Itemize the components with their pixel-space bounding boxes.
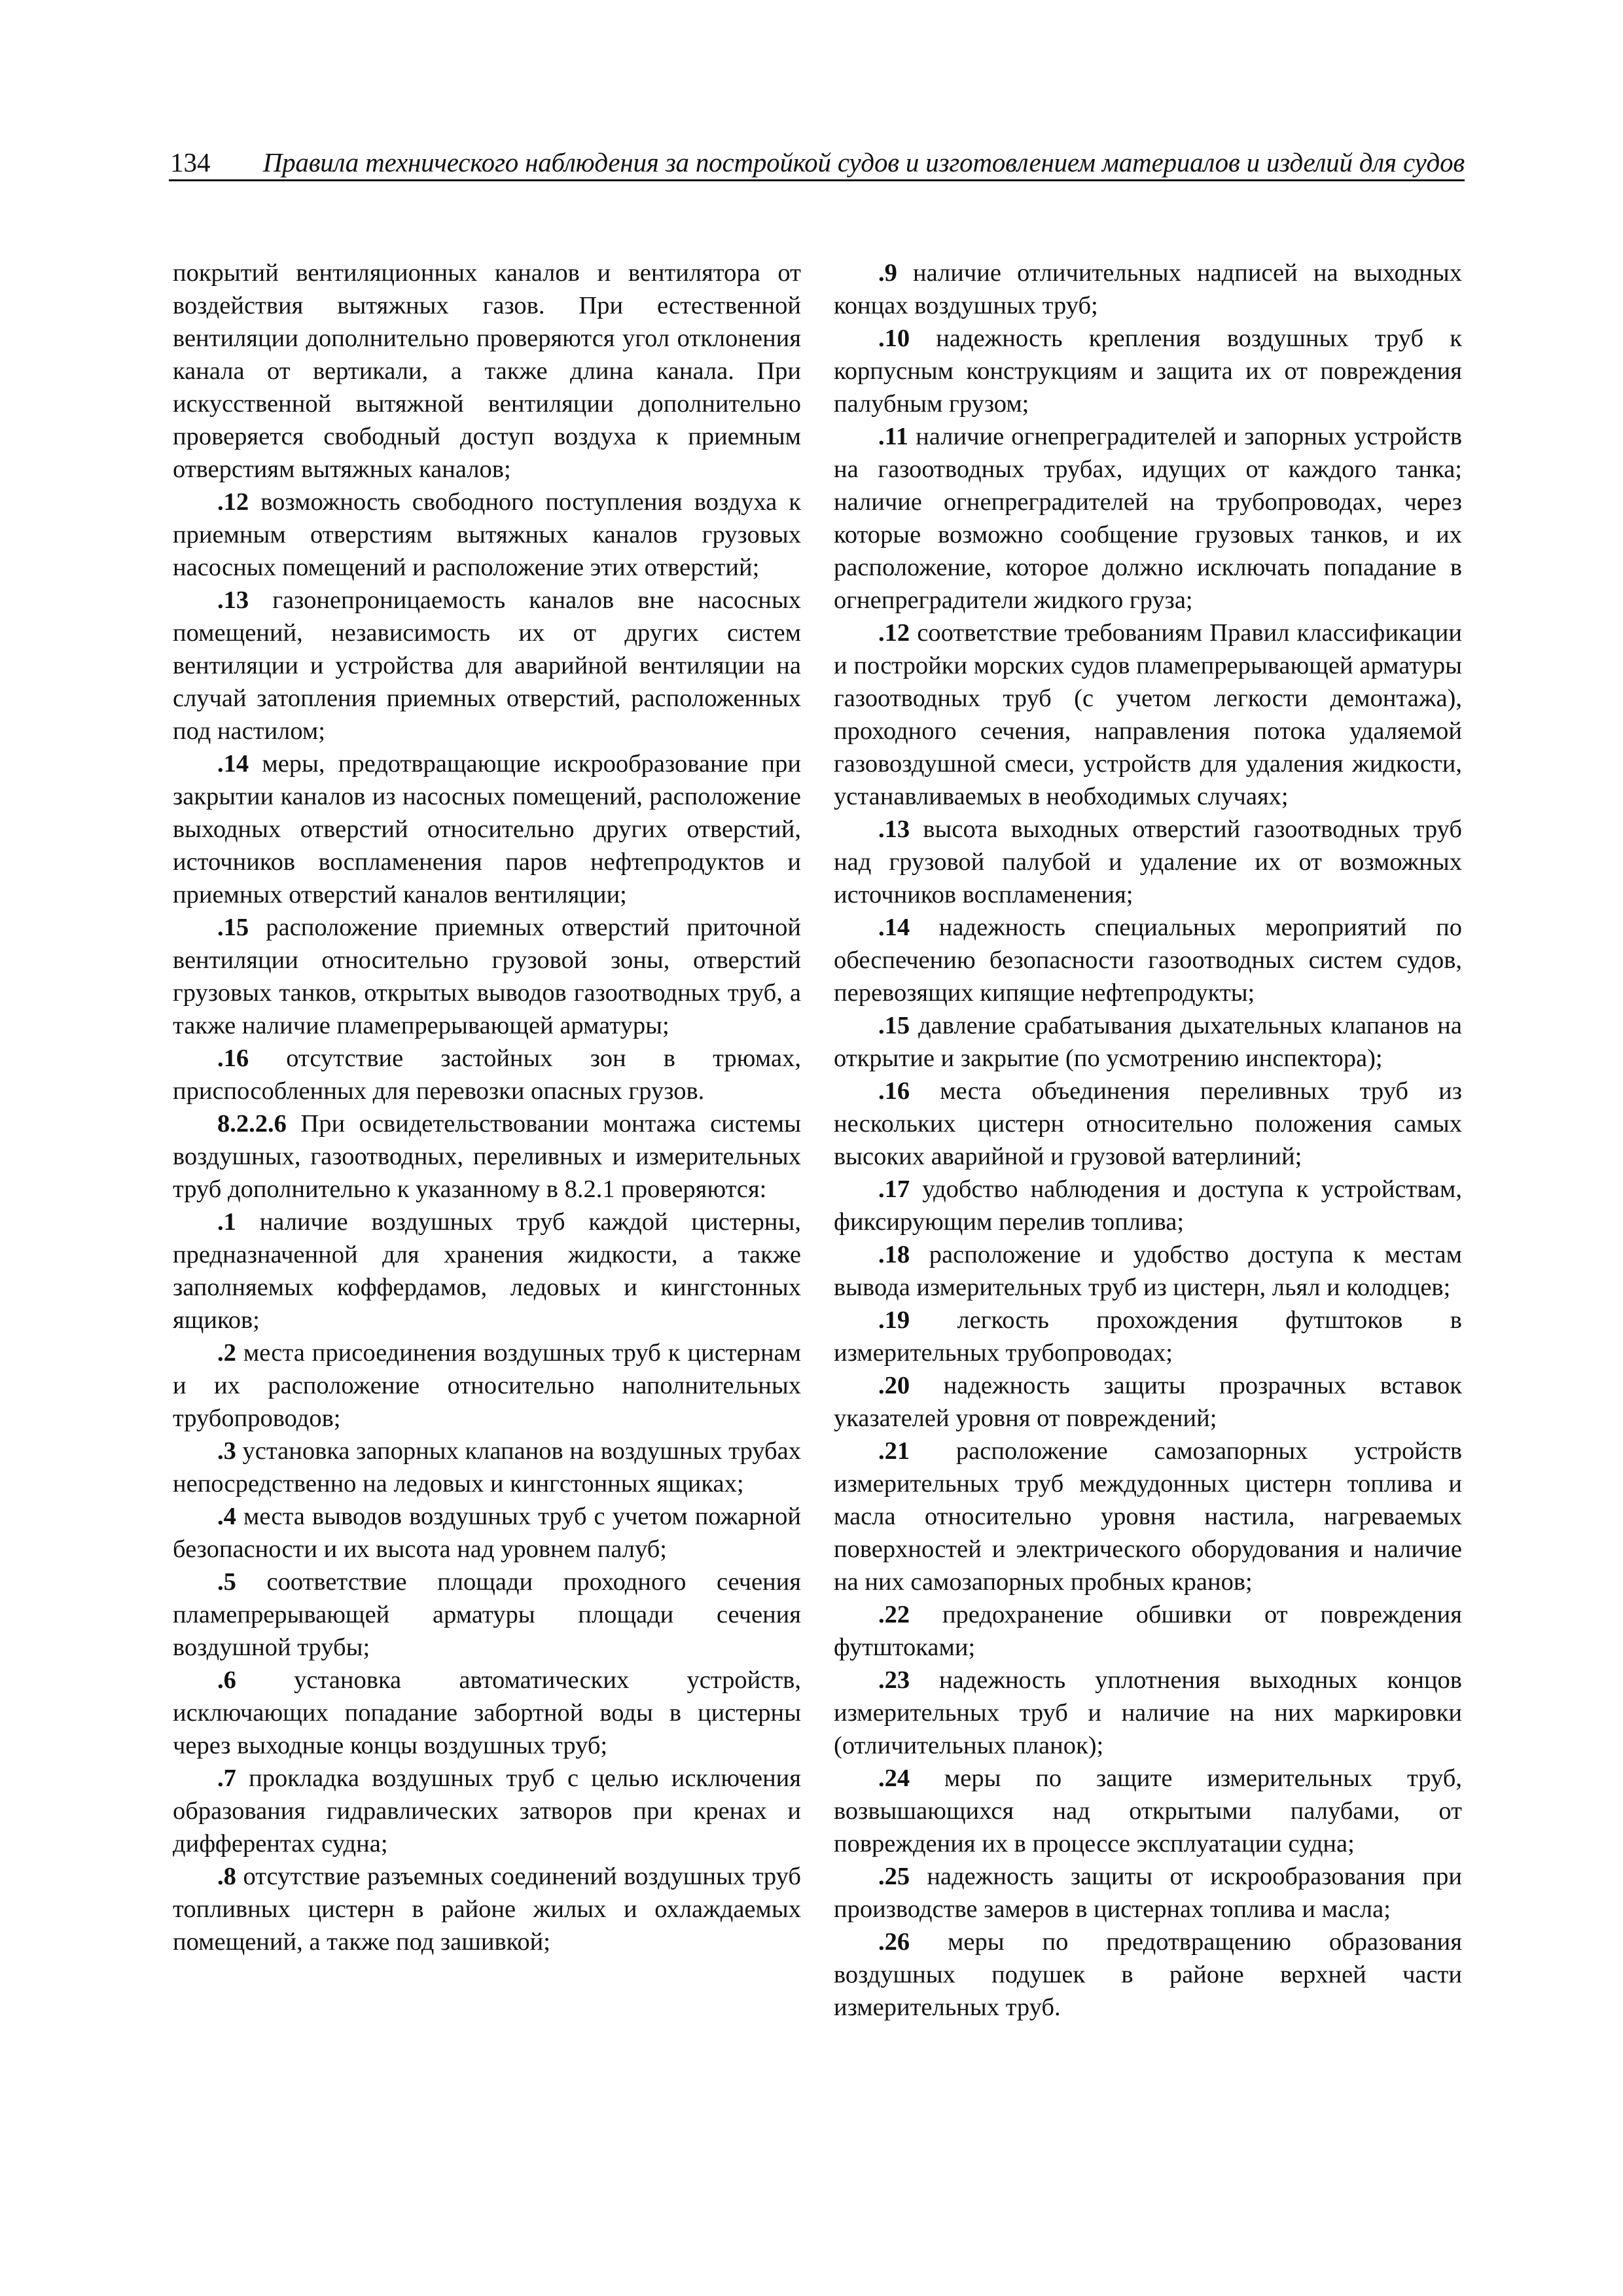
- item-number: .14: [217, 750, 249, 778]
- list-item: [834, 1304, 1462, 1369]
- list-item: [173, 1206, 801, 1336]
- item-number: .7: [217, 1765, 236, 1792]
- list-item: [834, 1664, 1462, 1762]
- item-text: наличие огнепреградителей и запорных устройств на газоотводных трубах, идущих от каждого танка; наличие огнепреградителей на трубопроводах, через которые возможно сообщение грузовых танков, и их расположение, которое должно исключать попадание в огнепреградители жидкого груза;: [834, 423, 1462, 614]
- item-text: места присоединения воздушных труб к цистернам и их расположение относительно наполнительных трубопроводов;: [173, 1339, 801, 1432]
- page-number: 134: [170, 147, 211, 177]
- right-column: [834, 257, 1462, 2024]
- item-text: расположение приемных отверстий приточной вентиляции относительно грузовой зоны, отверстий грузовых танков, открытых выводов газоотводных труб, а также наличие пламепрерывающей арматуры;: [173, 914, 801, 1039]
- item-text: наличие воздушных труб каждой цистерны, предназначенной для хранения жидкости, а также заполняемых коффердамов, ледовых и кингстонных ящиков;: [173, 1208, 801, 1334]
- item-text: газонепроницаемость каналов вне насосных помещений, независимость их от других систем вентиляции и устройства для аварийной вентиляции на случай затопления приемных отверстий, расположенных под настилом;: [173, 586, 801, 745]
- item-text: меры, предотвращающие искрообразование при закрытии каналов из насосных помещений, расположение выходных отверстий относительно других отверстий, источников воспламенения паров нефтепродуктов и приемных отверстий каналов вентиляции;: [173, 750, 801, 908]
- item-text: меры по предотвращению образования воздушных подушек в районе верхней части измерительных труб.: [834, 1928, 1462, 2021]
- list-item: [834, 322, 1462, 420]
- list-item: [173, 1336, 801, 1435]
- list-item: [834, 1926, 1462, 2024]
- item-text: меры по защите измерительных труб, возвышающихся над открытыми палубами, от повреждения их в процессе эксплуатации судна;: [834, 1765, 1462, 1857]
- list-item: [834, 1238, 1462, 1304]
- item-number: .23: [878, 1666, 910, 1694]
- item-number: .15: [217, 914, 249, 941]
- section-number: 8.2.2.6: [217, 1110, 287, 1138]
- item-number: .11: [878, 423, 909, 450]
- item-number: .24: [878, 1765, 910, 1792]
- list-item: [834, 1009, 1462, 1075]
- list-item: [173, 1566, 801, 1664]
- item-text: наличие отличительных надписей на выходных концах воздушных труб;: [834, 259, 1462, 319]
- left-column: [173, 257, 801, 1958]
- item-text: давление срабатывания дыхательных клапанов на открытие и закрытие (по усмотрению инспектора);: [834, 1012, 1462, 1072]
- list-item: [834, 420, 1462, 617]
- item-number: .4: [217, 1503, 236, 1530]
- list-item: [173, 1042, 801, 1107]
- item-text: отсутствие разъемных соединений воздушных труб топливных цистерн в районе жилых и охлаждаемых помещений, а также под зашивкой;: [173, 1863, 801, 1956]
- item-number: .20: [878, 1372, 910, 1399]
- section-text: При освидетельствовании монтажа системы воздушных, газоотводных, переливных и измерительных труб дополнительно к указанному в 8.2.1 проверяются:: [173, 1110, 801, 1203]
- item-number: .13: [217, 586, 249, 614]
- item-text: возможность свободного поступления воздуха к приемным отверстиям вытяжных каналов грузовых насосных помещений и расположение этих отверстий;: [173, 488, 801, 581]
- list-item: [173, 1500, 801, 1566]
- list-item: [834, 617, 1462, 813]
- list-item: [173, 911, 801, 1042]
- item-number: .9: [878, 259, 897, 287]
- item-number: .12: [217, 488, 249, 516]
- list-item: [173, 1664, 801, 1762]
- item-text: надежность специальных мероприятий по обеспечению безопасности газоотводных систем судов, перевозящих кипящие нефтепродукты;: [834, 914, 1462, 1007]
- list-item: [173, 1762, 801, 1860]
- item-number: .18: [878, 1241, 910, 1268]
- item-text: соответствие требованиям Правил классификации и постройки морских судов пламепрерывающей арматуры газоотводных труб (с учетом легкости демонтажа), проходного сечения, направления потока удаляемой газовоздушной смеси, устройств для удаления жидкости, устанавливаемых в необходимых случаях;: [834, 619, 1462, 810]
- item-number: .16: [217, 1045, 249, 1072]
- item-text: надежность уплотнения выходных концов измерительных труб и наличие на них маркировки (отличительных планок);: [834, 1666, 1462, 1759]
- list-item: [834, 911, 1462, 1009]
- item-number: .19: [878, 1306, 910, 1334]
- item-number: .21: [878, 1437, 910, 1465]
- item-text: высота выходных отверстий газоотводных труб над грузовой палубой и удаление их от возможных источников воспламенения;: [834, 816, 1462, 908]
- item-number: .1: [217, 1208, 236, 1236]
- item-number: .25: [878, 1863, 910, 1890]
- list-item: [173, 584, 801, 747]
- item-text: расположение и удобство доступа к местам вывода измерительных труб из цистерн, льял и колодцев;: [834, 1241, 1462, 1301]
- item-text: удобство наблюдения и доступа к устройствам, фиксирующим перелив топлива;: [834, 1175, 1462, 1236]
- item-text: прокладка воздушных труб с целью исключения образования гидравлических затворов при кренах и дифферентах судна;: [173, 1765, 801, 1857]
- item-text: легкость прохождения футштоков в измерительных трубопроводах;: [834, 1306, 1462, 1367]
- list-item: [173, 1435, 801, 1500]
- paragraph: покрытий вентиляционных каналов и вентилятора от воздействия вытяжных газов. При естественной вентиляции дополнительно проверяются угол отклонения канала от вертикали, а также длина канала. При искусственной вытяжной вентиляции дополнительно проверяется свободный доступ воздуха к приемным отверстиям вытяжных каналов;: [173, 259, 801, 483]
- list-item: [834, 1369, 1462, 1435]
- item-text: надежность защиты прозрачных вставок указателей уровня от повреждений;: [834, 1372, 1462, 1432]
- list-item: [173, 486, 801, 584]
- item-number: .5: [217, 1568, 236, 1596]
- running-title: Правила технического наблюдения за постройкой судов и изготовлением материалов и изделий для судов: [262, 147, 1465, 177]
- item-number: .10: [878, 325, 910, 352]
- list-item: [834, 1598, 1462, 1664]
- section-paragraph: [173, 1107, 801, 1206]
- item-number: .17: [878, 1175, 910, 1203]
- list-item: [173, 1860, 801, 1958]
- item-number: .13: [878, 816, 910, 843]
- item-text: соответствие площади проходного сечения пламепрерывающей арматуры площади сечения воздушной трубы;: [173, 1568, 801, 1661]
- item-number: .2: [217, 1339, 236, 1367]
- list-item: [834, 1762, 1462, 1860]
- list-item: [834, 1860, 1462, 1926]
- list-item: [834, 1075, 1462, 1173]
- item-text: места объединения переливных труб из нескольких цистерн относительно положения самых высоких аварийной и грузовой ватерлиний;: [834, 1077, 1462, 1170]
- list-item: [834, 1435, 1462, 1598]
- page-header: [169, 145, 1465, 181]
- item-text: расположение самозапорных устройств измерительных труб междудонных цистерн топлива и масла относительно уровня настила, нагреваемых поверхностей и электрического оборудования и наличие на них самозапорных пробных кранов;: [834, 1437, 1462, 1596]
- item-number: .14: [878, 914, 910, 941]
- item-text: надежность защиты от искрообразования при производстве замеров в цистернах топлива и масла;: [834, 1863, 1462, 1923]
- list-item: [834, 813, 1462, 911]
- item-text: надежность крепления воздушных труб к корпусным конструкциям и защита их от повреждения палубным грузом;: [834, 325, 1462, 418]
- item-text: отсутствие застойных зон в трюмах, приспособленных для перевозки опасных грузов.: [173, 1045, 801, 1105]
- item-number: .22: [878, 1601, 910, 1628]
- item-number: .6: [217, 1666, 236, 1694]
- item-number: .8: [217, 1863, 236, 1890]
- item-text: места выводов воздушных труб с учетом пожарной безопасности и их высота над уровнем палуб;: [173, 1503, 801, 1563]
- list-item: [834, 257, 1462, 322]
- item-number: .16: [878, 1077, 910, 1105]
- item-number: .3: [217, 1437, 236, 1465]
- item-number: .26: [878, 1928, 910, 1956]
- item-text: предохранение обшивки от повреждения футштоками;: [834, 1601, 1462, 1661]
- item-number: .12: [878, 619, 910, 647]
- list-item: [173, 747, 801, 911]
- item-text: установка запорных клапанов на воздушных трубах непосредственно на ледовых и кингстонных ящиках;: [173, 1437, 801, 1498]
- item-text: установка автоматических устройств, исключающих попадание забортной воды в цистерны через выходные концы воздушных труб;: [173, 1666, 801, 1759]
- item-number: .15: [878, 1012, 910, 1039]
- list-item: [834, 1173, 1462, 1238]
